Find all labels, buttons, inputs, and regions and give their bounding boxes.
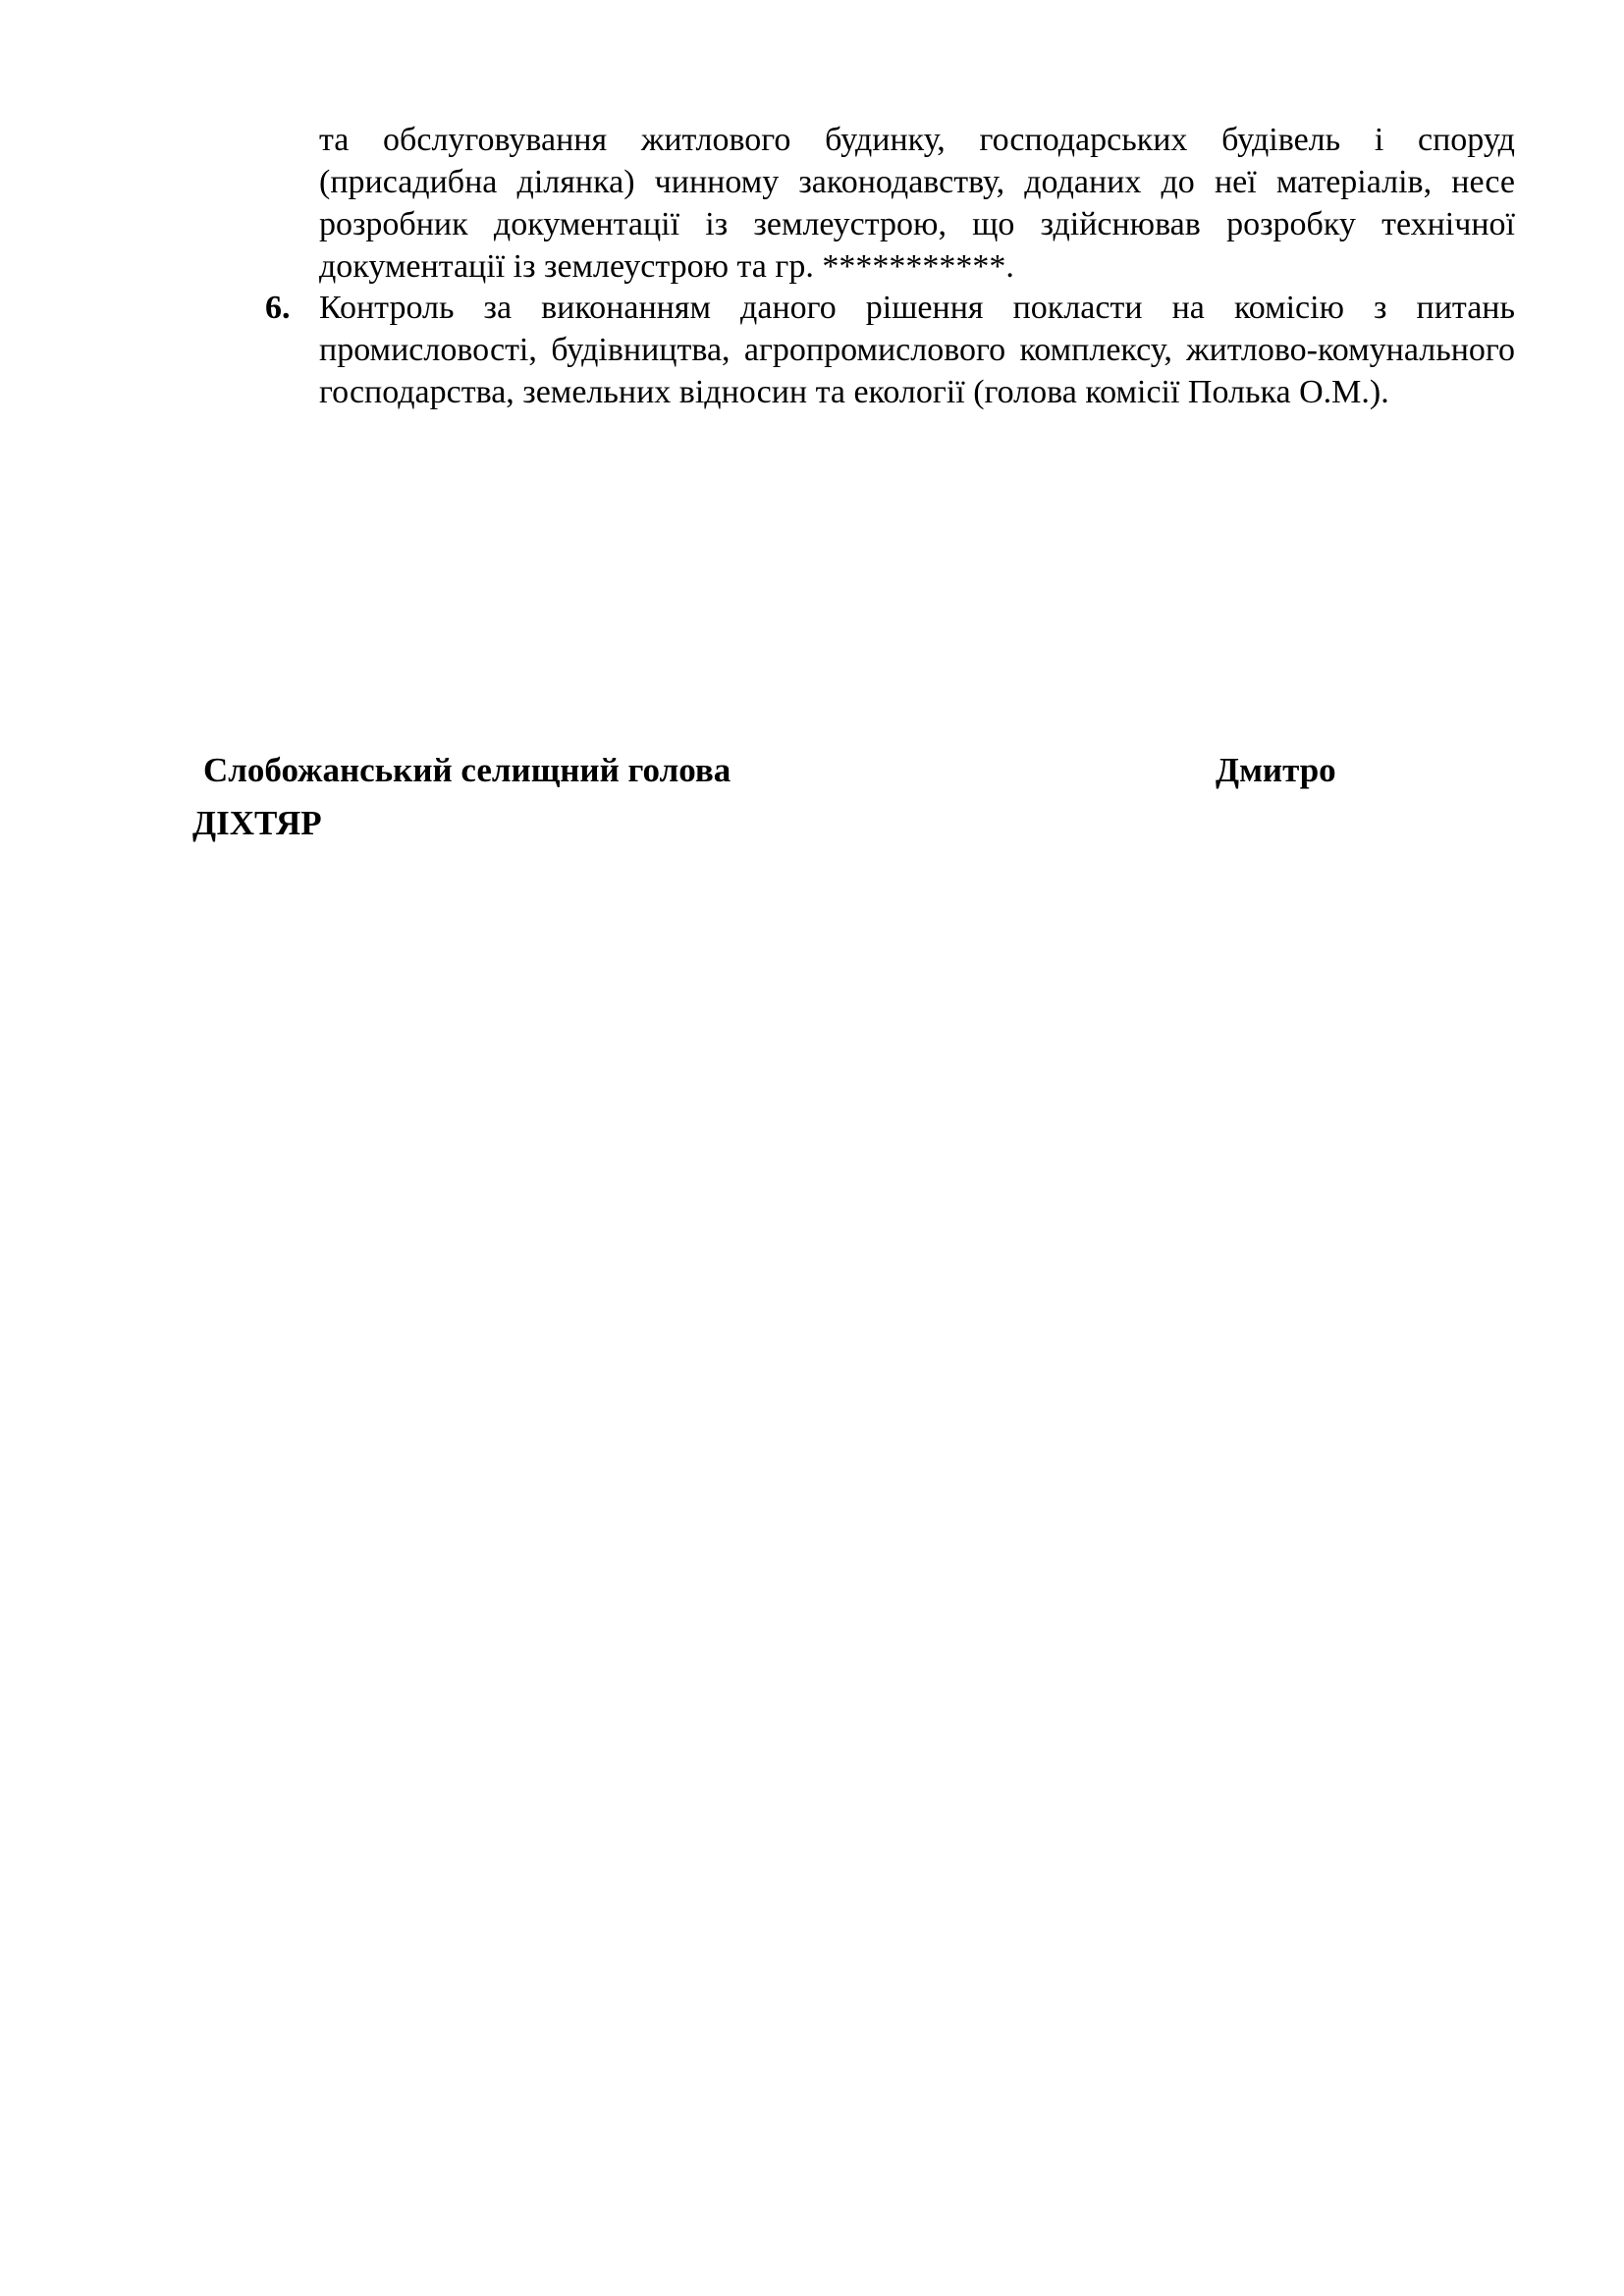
list-item-number: 6. — [265, 290, 291, 326]
continuation-paragraph: та обслуговування житлового будинку, господарських будівель і споруд (присадибна ділянка) чинному законодавству, доданих до неї матеріалів, несе розробник документації із землеустрою, що здійснював розробку технічної документації із землеустрою та гр. ***********. — [319, 122, 1515, 285]
signature-first-name: Дмитро — [1216, 751, 1336, 789]
signature-title: Слобожанський селищний голова — [203, 751, 731, 789]
list-item-text: Контроль за виконанням даного рішення покласти на комісію з питань промисловості, будівництва, агропромислового комплексу, житлово-комунального господарства, земельних відносин та екології (голова комісії Полька О.М.). — [319, 290, 1515, 410]
signature-last-name: ДІХТЯР — [192, 804, 322, 842]
